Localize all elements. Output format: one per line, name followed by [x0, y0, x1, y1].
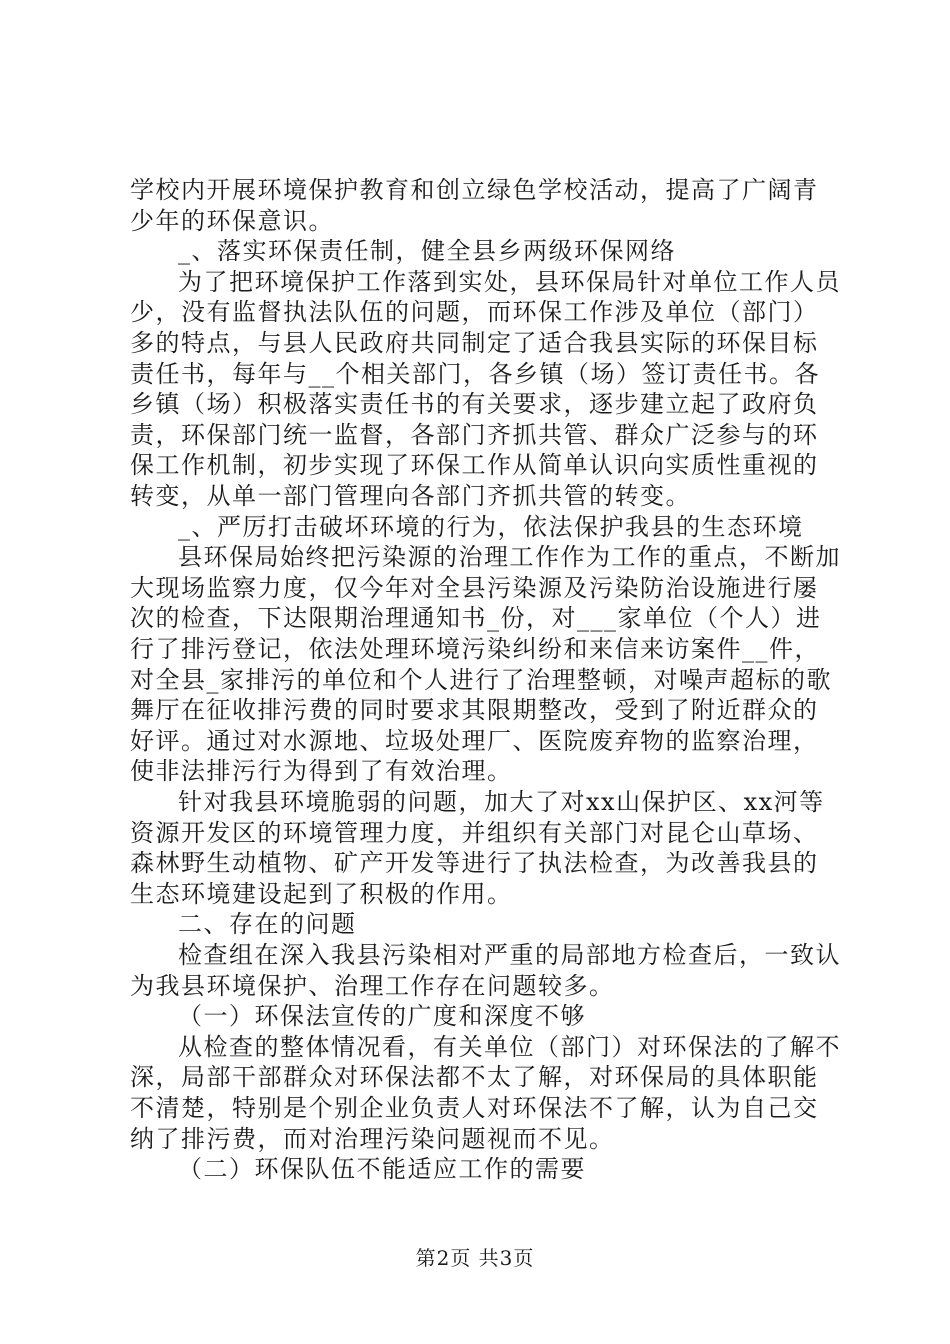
text-line: _、严厉打击破坏环境的行为，依法保护我县的生态环境: [178, 512, 804, 541]
text-line: 县环保局始终把污染源的治理工作作为工作的重点，不断加: [178, 543, 841, 572]
text-line: 行了排污登记，依法处理环境污染纠纷和来信来访案件__件，: [130, 635, 820, 663]
text-line: 深，局部干部群众对环保法都不太了解，对环保局的具体职能: [130, 1063, 819, 1092]
text-line: 二、存在的问题: [178, 910, 357, 939]
text-line: 好评。通过对水源地、垃圾处理厂、医院废弃物的监察治理，: [130, 726, 819, 755]
text-line: 为我县环境保护、治理工作存在问题较多。: [130, 971, 615, 1000]
text-line: 从检查的整体情况看，有关单位（部门）对环保法的了解不: [178, 1032, 841, 1061]
text-line: 舞厅在征收排污费的同时要求其限期整改，受到了附近群众的: [130, 696, 819, 725]
text-line: 学校内开展环境保护教育和创立绿色学校活动，提高了广阔青: [130, 176, 819, 204]
text-line: 次的检查，下达限期治理通知书_份，对___家单位（个人）进: [130, 604, 822, 633]
text-line: 检查组在深入我县污染相对严重的局部地方检查后，一致认: [178, 941, 841, 969]
text-line: _、落实环保责任制，健全县乡两级环保网络: [178, 237, 676, 266]
text-line: 森林野生动植物、矿产开发等进行了执法检查，为改善我县的: [130, 849, 819, 878]
text-line: 责，环保部门统一监督，各部门齐抓共管、群众广泛参与的环: [130, 420, 819, 449]
text-line: 纳了排污费，而对治理污染问题视而不见。: [130, 1124, 615, 1153]
text-line: （一）环保法宣传的广度和深度不够: [178, 1002, 586, 1031]
text-line: 少年的环保意识。: [130, 206, 334, 235]
text-line: 生态环境建设起到了积极的作用。: [130, 879, 513, 908]
text-line: 针对我县环境脆弱的问题，加大了对xx山保护区、xx河等: [178, 788, 825, 816]
text-line: （二）环保队伍不能适应工作的需要: [178, 1155, 586, 1184]
text-line: 少，没有监督执法队伍的问题，而环保工作涉及单位（部门）: [130, 298, 819, 327]
text-line: 乡镇（场）积极落实责任书的有关要求，逐步建立起了政府负: [130, 390, 819, 419]
text-line: 对全县_家排污的单位和个人进行了治理整顿，对噪声超标的歌: [130, 665, 832, 694]
text-line: 资源开发区的环境管理力度，并组织有关部门对昆仑山草场、: [130, 818, 819, 847]
text-line: 转变，从单一部门管理向各部门齐抓共管的转变。: [130, 482, 691, 510]
page-footer: 第2页 共3页: [415, 1246, 535, 1270]
text-line: 多的特点，与县人民政府共同制定了适合我县实际的环保目标: [130, 329, 819, 357]
text-line: 不清楚，特别是个别企业负责人对环保法不了解，认为自己交: [130, 1094, 819, 1122]
text-line: 为了把环境保护工作落到实处，县环保局针对单位工作人员: [178, 267, 841, 296]
text-line: 大现场监察力度，仅今年对全县污染源及污染防治设施进行屡: [130, 573, 819, 602]
text-line: 使非法排污行为得到了有效治理。: [130, 757, 513, 786]
text-line: 责任书，每年与__个相关部门，各乡镇（场）签订责任书。各: [130, 359, 820, 388]
text-line: 保工作机制，初步实现了环保工作从简单认识向实质性重视的: [130, 451, 819, 480]
